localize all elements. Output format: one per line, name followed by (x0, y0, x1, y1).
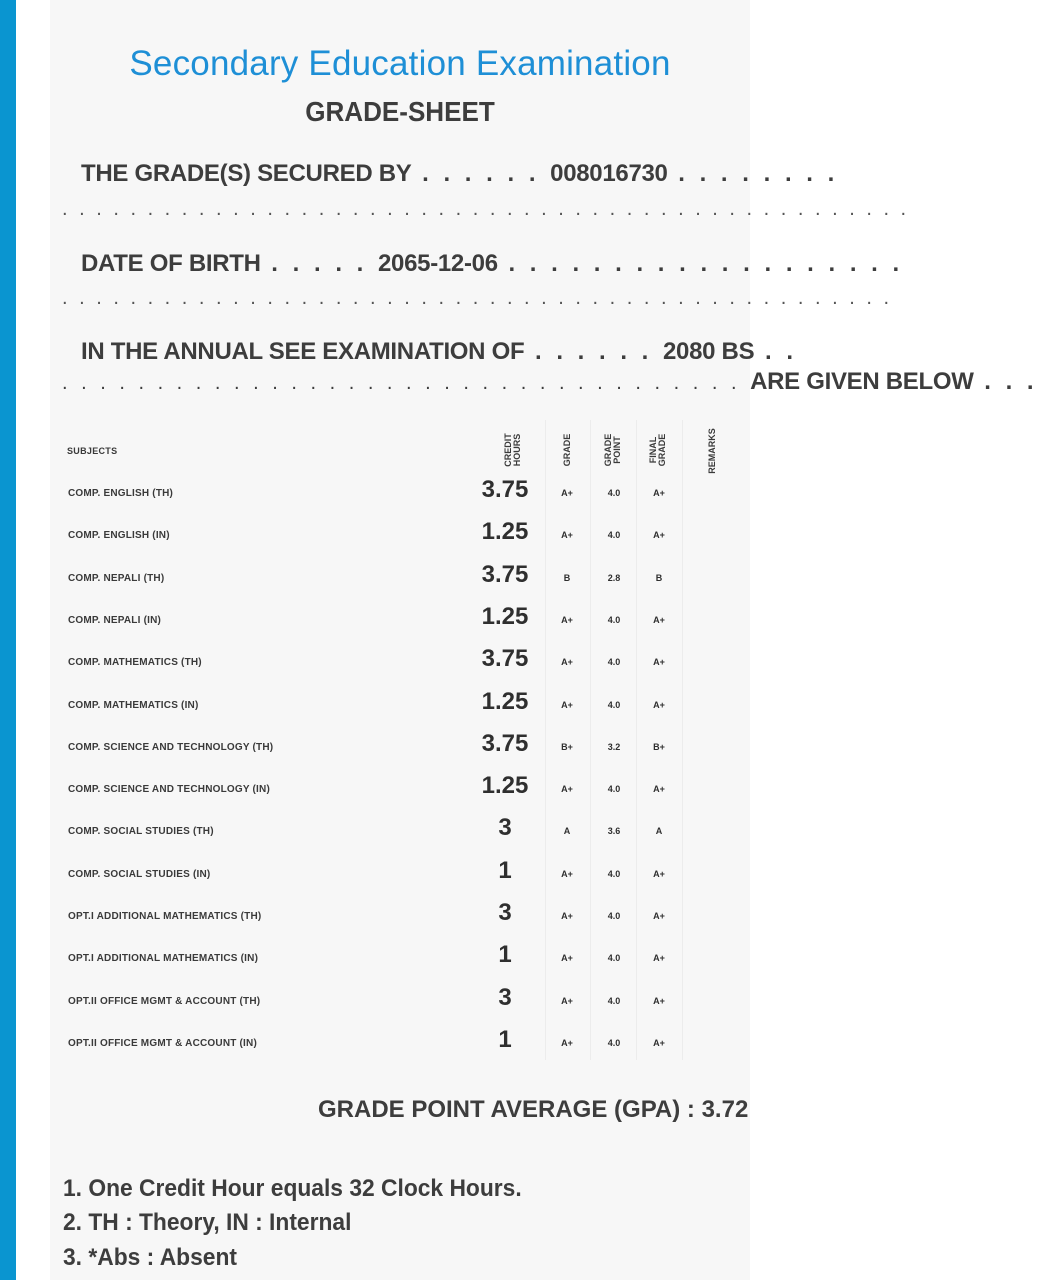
credit-hours-cell: 1 (498, 941, 512, 969)
given-below-line: . . . . . . . . . . . . . . . . . . . . . . . . . . . . . . . . . . . . ARE GIVEN BELOW . . . (62, 368, 1038, 395)
grade-point-cell: 4.0 (607, 868, 621, 879)
final-grade-cell: A+ (653, 1037, 665, 1048)
dob-label: DATE OF BIRTH (81, 250, 261, 277)
table-row (60, 603, 740, 645)
credit-hours-cell: 3.75 (481, 560, 529, 588)
gpa-line (318, 1096, 748, 1124)
exam-year: 2080 BS (663, 338, 755, 365)
final-grade-cell: A+ (653, 657, 665, 668)
grade-point-cell: 4.0 (607, 699, 621, 710)
subject-cell: COMP. NEPALI (IN) (68, 614, 162, 626)
grade-cell: A+ (561, 530, 573, 541)
grade-point-cell: 4.0 (607, 911, 621, 921)
subject-cell: COMP. SOCIAL STUDIES (TH) (68, 826, 214, 838)
grade-cell: A+ (561, 868, 573, 879)
dob-line: DATE OF BIRTH . . . . . 2065-12-06 . . . . . . . . . . . . . . . . . . . (81, 250, 904, 277)
table-row (60, 772, 740, 814)
dob-value: 2065-12-06 (378, 250, 498, 277)
grade-point-cell: 4.0 (607, 530, 621, 541)
final-grade-cell: A+ (653, 953, 665, 964)
credit-hours-cell: 1.25 (481, 687, 529, 715)
grade-cell: A+ (561, 488, 573, 498)
grade-point-cell: 4.0 (607, 995, 621, 1006)
grade-point-cell: 4.0 (607, 488, 621, 498)
grade-cell: A (563, 826, 571, 837)
table-row (60, 1026, 740, 1068)
final-grade-cell: A+ (653, 699, 665, 710)
final-grade-cell: A+ (653, 614, 665, 625)
table-row (60, 857, 740, 899)
gpa-value: 3.72 (701, 1096, 749, 1123)
header-grade: GRADE (562, 433, 572, 467)
table-row (60, 730, 740, 772)
grade-point-cell: 3.2 (607, 741, 621, 752)
note-2: 2. TH : Theory, IN : Internal (63, 1209, 352, 1236)
secured-by-label: THE GRADE(S) SECURED BY (81, 160, 412, 187)
grade-cell: A+ (561, 784, 573, 795)
subject-cell: COMP. ENGLISH (IN) (68, 530, 170, 542)
subject-cell: OPT.I ADDITIONAL MATHEMATICS (TH) (68, 911, 262, 922)
final-grade-cell: A+ (653, 530, 665, 541)
grade-point-cell: 4.0 (607, 1037, 621, 1048)
exam-title: Secondary Education Examination (129, 44, 671, 83)
dotted-filler: . . . . . . . . . . . . . . . . . . . . . . . . . . . . . . . . . . . . . . . . . . . . . . . . . (62, 287, 892, 309)
grade-cell: A+ (561, 995, 573, 1006)
table-row (60, 645, 740, 687)
header-credit-hours: CREDIT HOURS (503, 433, 522, 467)
final-grade-cell: A (655, 826, 663, 837)
grade-point-cell: 4.0 (607, 657, 621, 668)
table-row (60, 984, 740, 1026)
given-below: ARE GIVEN BELOW (750, 368, 974, 395)
grade-cell: A+ (561, 657, 573, 668)
subject-cell: COMP. SCIENCE AND TECHNOLOGY (TH) (68, 741, 274, 753)
subject-cell: COMP. MATHEMATICS (TH) (68, 657, 202, 669)
table-row (60, 561, 740, 603)
header-remarks: REMARKS (707, 428, 717, 474)
left-accent-bar (0, 0, 16, 1280)
table-row (60, 476, 740, 518)
subject-cell: COMP. ENGLISH (TH) (68, 488, 174, 499)
subject-cell: COMP. NEPALI (TH) (68, 572, 165, 584)
credit-hours-cell: 1 (498, 1025, 512, 1053)
grade-cell: A+ (561, 614, 573, 625)
final-grade-cell: A+ (653, 784, 665, 795)
subject-cell: COMP. SOCIAL STUDIES (IN) (68, 868, 211, 880)
subject-cell: OPT.II OFFICE MGMT & ACCOUNT (IN) (68, 1037, 257, 1049)
grade-point-cell: 3.6 (607, 826, 621, 837)
final-grade-cell: B+ (653, 741, 665, 752)
credit-hours-cell: 3.75 (481, 729, 529, 757)
note-1: 1. One Credit Hour equals 32 Clock Hours. (63, 1175, 522, 1202)
symbol-number: 008016730 (550, 160, 668, 187)
credit-hours-cell: 3.75 (481, 645, 529, 673)
grade-cell: A+ (561, 1037, 573, 1048)
credit-hours-cell: 1.25 (481, 772, 529, 800)
grade-cell: A+ (561, 699, 573, 710)
note-3: 3. *Abs : Absent (63, 1244, 237, 1271)
exam-label: IN THE ANNUAL SEE EXAMINATION OF (81, 338, 525, 365)
grade-point-cell: 2.8 (607, 572, 621, 583)
table-row (60, 814, 740, 856)
subject-cell: OPT.II OFFICE MGMT & ACCOUNT (TH) (68, 995, 261, 1007)
final-grade-cell: A+ (653, 868, 665, 879)
exam-line: IN THE ANNUAL SEE EXAMINATION OF . . . . . . 2080 BS . . (81, 338, 797, 365)
credit-hours-cell: 1.25 (481, 602, 529, 630)
header-final-grade: FINAL GRADE (648, 433, 667, 467)
grade-cell: A+ (561, 911, 573, 921)
final-grade-cell: B (655, 572, 663, 583)
header-subjects: SUBJECTS (67, 446, 118, 456)
credit-hours-cell: 3 (498, 899, 512, 926)
credit-hours-cell: 3 (498, 983, 512, 1011)
table-row (60, 688, 740, 730)
table-row (60, 518, 740, 560)
header-grade-point: GRADE POINT (603, 433, 622, 467)
subject-cell: OPT.I ADDITIONAL MATHEMATICS (IN) (68, 953, 259, 965)
gpa-label: GRADE POINT AVERAGE (GPA) : (318, 1096, 695, 1123)
credit-hours-cell: 1 (498, 856, 512, 884)
sheet-title: GRADE-SHEET (305, 96, 495, 127)
subject-cell: COMP. MATHEMATICS (IN) (68, 699, 199, 711)
dotted-filler: . . . . . . . . . . . . . . . . . . . . . . . . . . . . . . . . . . . . . . . . . . . . . . . . . . (62, 198, 910, 220)
final-grade-cell: A+ (653, 995, 665, 1006)
final-grade-cell: A+ (653, 488, 665, 498)
grade-cell: B (563, 572, 571, 583)
final-grade-cell: A+ (653, 911, 665, 921)
table-row (60, 899, 740, 941)
credit-hours-cell: 3.75 (481, 476, 529, 503)
subject-cell: COMP. SCIENCE AND TECHNOLOGY (IN) (68, 784, 270, 796)
grade-point-cell: 4.0 (607, 614, 621, 625)
table-row (60, 941, 740, 983)
credit-hours-cell: 3 (498, 814, 512, 842)
credit-hours-cell: 1.25 (481, 518, 529, 546)
secured-by-line: THE GRADE(S) SECURED BY . . . . . . 008016730 . . . . . . . . (81, 160, 839, 187)
grade-cell: B+ (561, 741, 573, 752)
grade-point-cell: 4.0 (607, 784, 621, 795)
grade-point-cell: 4.0 (607, 953, 621, 964)
grade-cell: A+ (561, 953, 573, 964)
